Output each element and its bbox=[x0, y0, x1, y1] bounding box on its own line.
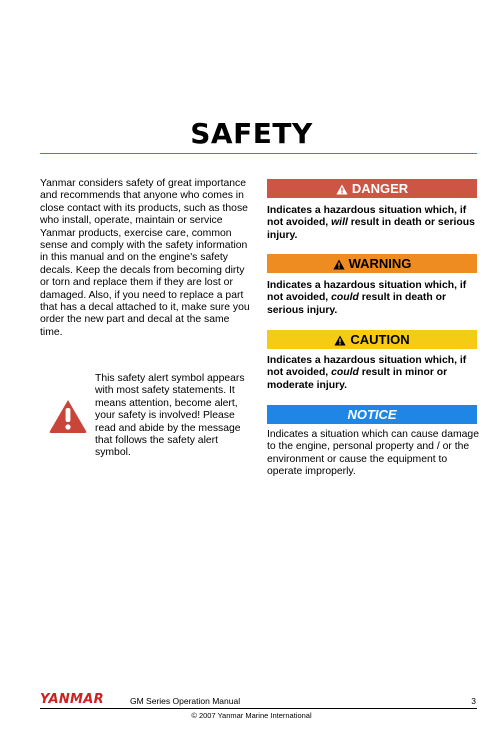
warning-banner bbox=[267, 254, 477, 273]
danger-banner bbox=[267, 179, 477, 198]
warning-description: Indicates a hazardous situation which, if not avoided, could result in death or serious injury. bbox=[267, 280, 467, 316]
warning-triangle-icon bbox=[336, 184, 348, 195]
caution-label: CAUTION bbox=[350, 332, 410, 347]
warning-label: WARNING bbox=[348, 256, 412, 271]
page-number: 3 bbox=[471, 696, 476, 706]
warning-emphasis: could bbox=[331, 292, 359, 304]
safety-alert-icon bbox=[48, 398, 88, 434]
footer-divider bbox=[40, 708, 477, 709]
notice-banner bbox=[267, 405, 477, 424]
copyright-notice: © 2007 Yanmar Marine International bbox=[191, 711, 312, 720]
notice-description: Indicates a situation which can cause damage to the engine, personal property and / or the environment or cause the equipment to operate improperly. bbox=[267, 429, 479, 478]
caution-banner bbox=[267, 330, 477, 349]
safety-intro-text: Yanmar considers safety of great importance and recommends that anyone who comes in close contact with its products, such as those who install, operate, maintain or service Yanmar products, exercise care, common sense and comply with the safety information in this manual and on the engine's safety decals. Keep the decals from becoming dirty or torn and replace them if they are lost or damaged. Also, if you need to replace a part that has a decal attached to it, make sure you order the new part and decal at the same time. bbox=[40, 178, 250, 338]
danger-emphasis: will bbox=[331, 217, 348, 229]
warning-triangle-icon bbox=[333, 259, 345, 270]
brand-logo: YANMAR bbox=[40, 692, 104, 707]
danger-label: DANGER bbox=[351, 181, 409, 196]
manual-title: GM Series Operation Manual bbox=[130, 696, 241, 706]
caution-emphasis: could bbox=[331, 367, 359, 379]
caution-description: Indicates a hazardous situation which, if not avoided, could result in minor or moderate injury. bbox=[267, 355, 467, 391]
warning-triangle-icon bbox=[334, 335, 346, 346]
notice-label: NOTICE bbox=[347, 407, 397, 422]
page-title: SAFETY bbox=[190, 117, 313, 150]
title-divider bbox=[40, 153, 477, 154]
danger-description: Indicates a hazardous situation which, if not avoided, will result in death or serious injury. bbox=[267, 205, 475, 241]
safety-symbol-description: This safety alert symbol appears with most safety statements. It means attention, become alert, your safety is involved! Please read and abide by the message that follows the safety alert symbol. bbox=[95, 373, 245, 459]
